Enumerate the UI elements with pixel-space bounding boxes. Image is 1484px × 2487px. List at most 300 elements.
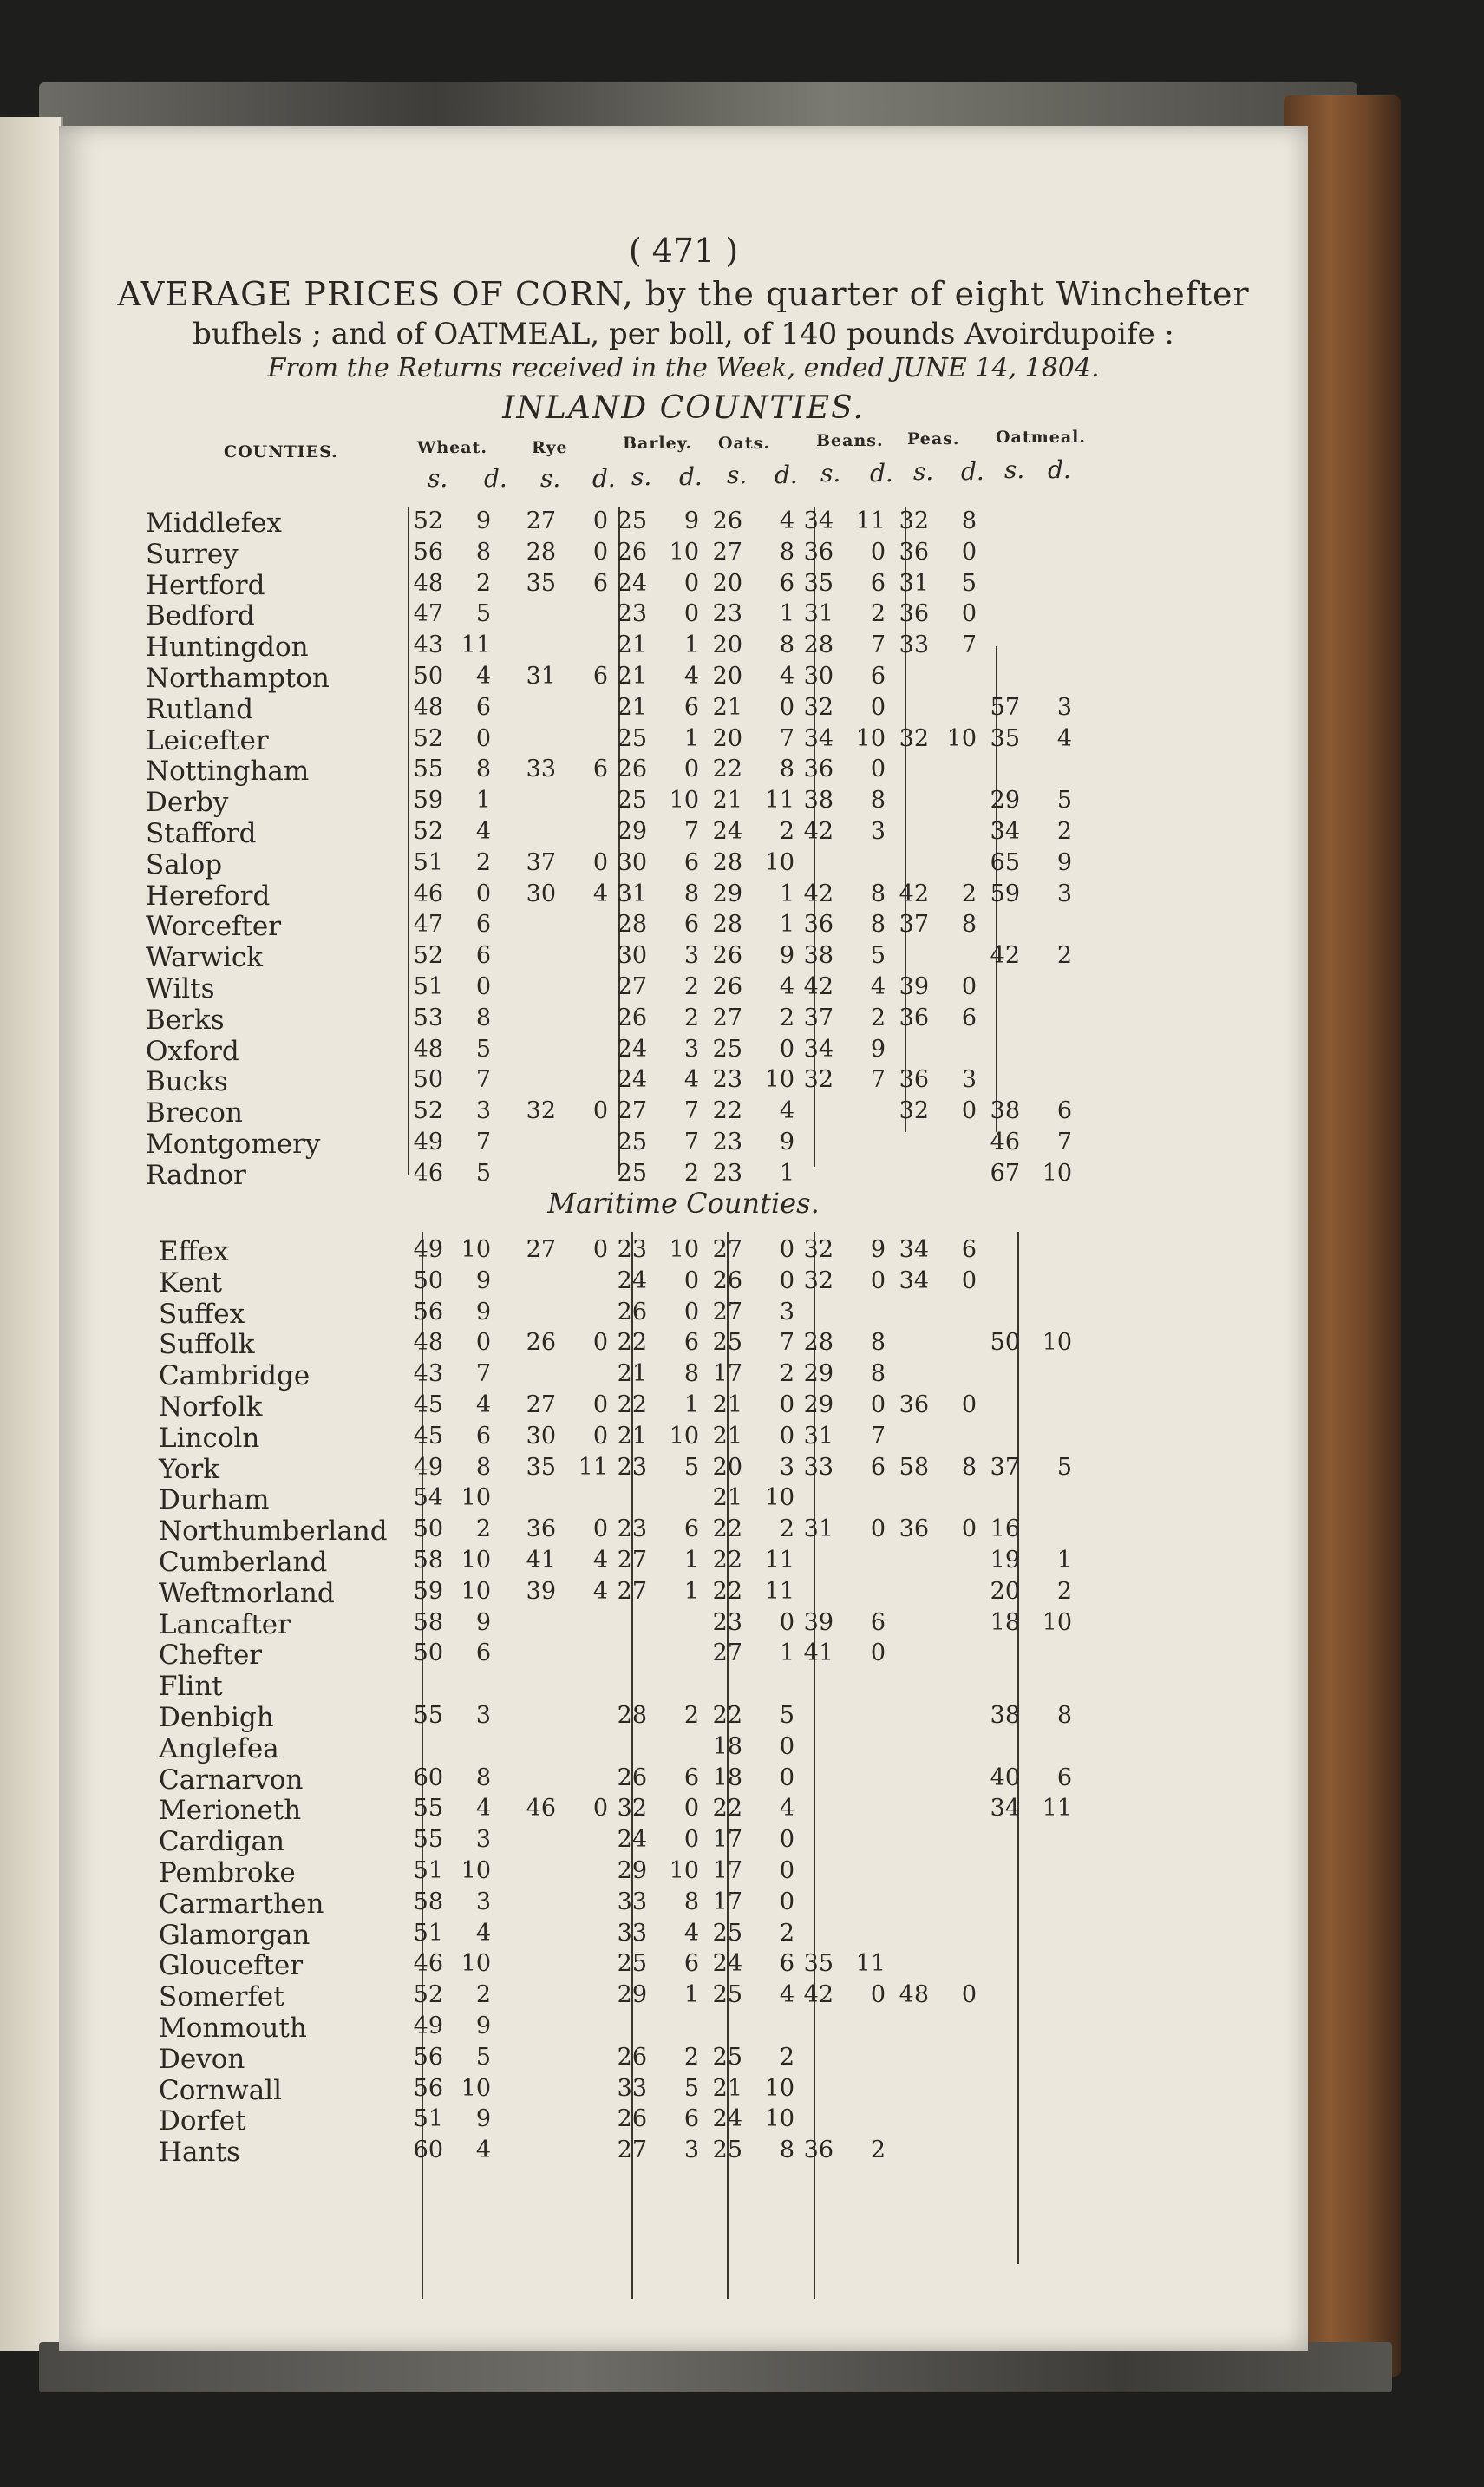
table-row <box>59 1609 1308 1640</box>
cell-oats-d: 10 <box>764 848 794 876</box>
price-table <box>59 126 1308 2351</box>
cell-oats-d: 8 <box>779 538 794 566</box>
cell-barley-s: 27 <box>617 1097 647 1125</box>
table-row <box>59 1484 1308 1515</box>
cell-oatmeal-s: 34 <box>990 1795 1020 1823</box>
cell-rye-s: 35 <box>526 569 556 597</box>
cell-oats-d: 6 <box>779 1950 794 1978</box>
cell-barley-s: 21 <box>617 693 647 721</box>
cell-beans-d: 7 <box>870 632 886 659</box>
cell-beans-s: 35 <box>803 1950 834 1978</box>
cell-wheat-d: 6 <box>475 942 491 970</box>
cell-barley-d: 1 <box>683 1547 699 1574</box>
cell-peas-d: 0 <box>961 600 977 628</box>
cell-barley-d: 7 <box>683 818 699 845</box>
cell-barley-s: 24 <box>617 569 647 597</box>
cell-rye-s: 27 <box>526 1236 556 1263</box>
county-name: Montgomery <box>146 1129 321 1160</box>
unit-oatmeal-d: d. <box>1048 455 1071 484</box>
cell-wheat-d: 3 <box>475 1097 491 1125</box>
cell-barley-s: 29 <box>617 818 647 845</box>
cell-oats-s: 26 <box>712 507 742 534</box>
cell-oats-s: 28 <box>712 911 742 939</box>
cell-wheat-d: 9 <box>475 507 491 534</box>
cell-beans-d: 0 <box>870 1266 886 1294</box>
table-row <box>59 2137 1308 2168</box>
cell-wheat-s: 53 <box>413 1004 443 1031</box>
cell-oatmeal-d: 8 <box>1056 1702 1072 1729</box>
unit-peas-d: d. <box>961 457 984 486</box>
cell-barley-s: 23 <box>617 1453 647 1481</box>
cell-peas-s: 37 <box>899 911 929 939</box>
cell-oats-d: 10 <box>764 1484 794 1512</box>
county-name: Brecon <box>146 1097 243 1129</box>
cell-rye-d: 0 <box>592 1391 608 1418</box>
cell-peas-s: 42 <box>899 880 929 907</box>
cell-wheat-s: 55 <box>413 1702 443 1729</box>
cell-barley-d: 3 <box>683 1035 699 1063</box>
cell-barley-d: 5 <box>683 2074 699 2102</box>
unit-rye-s: s. <box>540 464 561 493</box>
cell-rye-s: 46 <box>526 1795 556 1823</box>
cell-oatmeal-s: 40 <box>990 1764 1020 1791</box>
cell-oats-d: 2 <box>779 2043 794 2071</box>
cell-wheat-d: 6 <box>475 1639 491 1667</box>
cell-barley-s: 25 <box>617 507 647 534</box>
county-name: Suffolk <box>159 1329 255 1361</box>
cell-wheat-d: 8 <box>475 756 491 783</box>
county-name: Hants <box>159 2137 240 2169</box>
cell-wheat-s: 54 <box>413 1484 443 1512</box>
table-row <box>59 973 1308 1005</box>
cell-beans-s: 42 <box>803 1981 834 2009</box>
cell-barley-d: 1 <box>683 1391 699 1418</box>
cell-barley-s: 25 <box>617 1159 647 1187</box>
cell-barley-d: 0 <box>683 1298 699 1325</box>
county-name: Dorfet <box>159 2105 246 2137</box>
table-row <box>59 2044 1308 2075</box>
county-name: Cumberland <box>159 1547 328 1578</box>
cell-peas-s: 36 <box>899 1391 929 1418</box>
cell-barley-d: 4 <box>683 663 699 690</box>
cell-barley-s: 27 <box>617 973 647 1000</box>
cell-wheat-s: 56 <box>413 1298 443 1325</box>
cell-oatmeal-s: 46 <box>990 1129 1020 1155</box>
table-row <box>59 600 1308 632</box>
cell-oats-d: 2 <box>779 1004 794 1031</box>
cell-wheat-s: 46 <box>413 1159 443 1187</box>
cell-beans-s: 32 <box>803 1236 834 1263</box>
table-row <box>59 880 1308 912</box>
county-name: Denbigh <box>159 1702 274 1733</box>
cell-oats-s: 18 <box>712 1732 742 1760</box>
cell-barley-s: 27 <box>617 1577 647 1605</box>
cell-oatmeal-s: 19 <box>990 1547 1020 1574</box>
cell-rye-d: 0 <box>592 1329 608 1357</box>
county-name: Hertford <box>146 569 265 601</box>
cell-beans-d: 2 <box>870 600 886 628</box>
cell-wheat-s: 49 <box>413 2013 443 2039</box>
cell-oats-s: 26 <box>712 942 742 970</box>
header-wheat: Wheat. <box>417 438 487 457</box>
cell-peas-d: 8 <box>961 911 977 939</box>
county-name: Weftmorland <box>159 1577 335 1609</box>
table-row <box>59 787 1308 818</box>
table-row <box>59 1391 1308 1423</box>
cell-wheat-d: 10 <box>461 1484 491 1512</box>
cell-wheat-s: 51 <box>413 1857 443 1884</box>
cell-barley-s: 33 <box>617 1919 647 1947</box>
cell-barley-d: 7 <box>683 1097 699 1125</box>
cell-wheat-d: 4 <box>475 1391 491 1418</box>
cell-oatmeal-s: 29 <box>990 787 1020 815</box>
cell-beans-d: 2 <box>870 2137 886 2164</box>
table-row <box>59 1097 1308 1129</box>
cell-wheat-d: 8 <box>475 1764 491 1791</box>
cell-oatmeal-d: 2 <box>1056 818 1072 845</box>
cell-peas-s: 36 <box>899 600 929 628</box>
cell-wheat-d: 5 <box>475 600 491 628</box>
cell-oatmeal-d: 2 <box>1056 1577 1072 1605</box>
cell-peas-d: 2 <box>961 880 977 907</box>
county-name: Leicefter <box>146 724 269 756</box>
header-beans: Beans. <box>816 431 884 450</box>
county-name: Lancafter <box>159 1608 291 1640</box>
cell-oats-d: 2 <box>779 1515 794 1543</box>
cell-wheat-s: 55 <box>413 1795 443 1823</box>
county-name: Northampton <box>146 663 330 694</box>
cell-oatmeal-s: 42 <box>990 942 1020 970</box>
cell-wheat-s: 58 <box>413 1608 443 1636</box>
cell-beans-s: 42 <box>803 973 834 1000</box>
cell-wheat-d: 10 <box>461 1577 491 1605</box>
cell-oats-d: 4 <box>779 1097 794 1125</box>
cell-barley-s: 21 <box>617 1422 647 1450</box>
cell-oatmeal-s: 20 <box>990 1577 1020 1605</box>
unit-wheat-s: s. <box>428 464 448 493</box>
cell-oatmeal-d: 10 <box>1042 1159 1072 1187</box>
county-name: Bucks <box>146 1066 228 1098</box>
cell-wheat-d: 9 <box>475 1298 491 1325</box>
cell-oats-s: 17 <box>712 1888 742 1915</box>
table-row <box>59 1329 1308 1360</box>
cell-peas-d: 3 <box>961 1066 977 1094</box>
cell-oats-s: 25 <box>712 1981 742 2009</box>
cell-oats-s: 22 <box>712 1702 742 1729</box>
cell-oats-s: 25 <box>712 1919 742 1947</box>
cell-rye-s: 26 <box>526 1329 556 1357</box>
cell-oats-s: 21 <box>712 1391 742 1418</box>
cell-beans-d: 0 <box>870 693 886 721</box>
cell-beans-d: 8 <box>870 911 886 939</box>
table-row <box>59 2105 1308 2137</box>
county-name: Wilts <box>146 973 215 1005</box>
page-subtitle: bufhels ; and of OATMEAL, per boll, of 140 pounds Avoirdupoife : <box>193 317 1174 351</box>
cell-oats-d: 0 <box>779 1764 794 1791</box>
cell-rye-d: 6 <box>592 569 608 597</box>
cell-barley-d: 2 <box>683 973 699 1000</box>
cell-barley-d: 0 <box>683 1266 699 1294</box>
cell-barley-s: 26 <box>617 756 647 783</box>
header-peas: Peas. <box>907 429 960 448</box>
cell-peas-d: 10 <box>946 724 977 752</box>
cell-wheat-s: 56 <box>413 2074 443 2102</box>
table-row <box>59 1066 1308 1097</box>
cell-wheat-s: 51 <box>413 848 443 876</box>
cell-peas-s: 48 <box>899 1981 929 2009</box>
cell-wheat-d: 9 <box>475 2013 491 2039</box>
cell-wheat-s: 46 <box>413 880 443 907</box>
cell-oatmeal-d: 3 <box>1056 693 1072 721</box>
cell-barley-d: 6 <box>683 848 699 876</box>
cell-beans-s: 38 <box>803 787 834 815</box>
cell-barley-s: 25 <box>617 1950 647 1978</box>
cell-peas-d: 0 <box>961 1515 977 1543</box>
table-row <box>59 1299 1308 1330</box>
cell-beans-s: 36 <box>803 538 834 566</box>
cell-wheat-d: 0 <box>475 880 491 907</box>
cell-barley-s: 27 <box>617 2137 647 2164</box>
table-row <box>59 1981 1308 2013</box>
table-row <box>59 1547 1308 1578</box>
unit-beans-s: s. <box>820 459 841 488</box>
table-row <box>59 1950 1308 1981</box>
cell-oats-d: 3 <box>779 1298 794 1325</box>
cell-oats-d: 3 <box>779 1453 794 1481</box>
cell-barley-d: 6 <box>683 1329 699 1357</box>
cell-rye-s: 37 <box>526 848 556 876</box>
cell-peas-d: 0 <box>961 1981 977 2009</box>
table-row <box>59 942 1308 973</box>
table-row <box>59 849 1308 880</box>
cell-beans-d: 8 <box>870 880 886 907</box>
cell-barley-d: 0 <box>683 1795 699 1823</box>
cell-barley-s: 29 <box>617 1981 647 2009</box>
cell-oats-d: 0 <box>779 1732 794 1760</box>
cell-beans-d: 7 <box>870 1066 886 1094</box>
table-row <box>59 632 1308 663</box>
cell-wheat-s: 46 <box>413 1950 443 1978</box>
cell-wheat-s: 51 <box>413 1919 443 1947</box>
cell-oats-d: 7 <box>779 1329 794 1357</box>
cell-oats-s: 22 <box>712 1577 742 1605</box>
cell-barley-d: 0 <box>683 600 699 628</box>
cell-wheat-d: 2 <box>475 1981 491 2009</box>
table-row <box>59 1515 1308 1547</box>
cell-peas-s: 36 <box>899 538 929 566</box>
cell-barley-d: 10 <box>669 538 699 566</box>
county-name: Surrey <box>146 538 239 570</box>
cell-oats-d: 4 <box>779 663 794 690</box>
cell-barley-s: 21 <box>617 632 647 659</box>
cell-beans-d: 0 <box>870 1515 886 1543</box>
cell-rye-s: 36 <box>526 1515 556 1543</box>
cell-oatmeal-d: 4 <box>1056 724 1072 752</box>
table-row <box>59 1129 1308 1160</box>
table-row <box>59 1795 1308 1826</box>
header-oatmeal: Oatmeal. <box>996 428 1086 447</box>
cell-wheat-d: 3 <box>475 1702 491 1729</box>
cell-oats-s: 20 <box>712 632 742 659</box>
table-row <box>59 1671 1308 1702</box>
county-name: Suffex <box>159 1298 245 1330</box>
cell-wheat-s: 45 <box>413 1422 443 1450</box>
cell-wheat-d: 7 <box>475 1066 491 1094</box>
county-name: Stafford <box>146 818 257 849</box>
cell-beans-s: 39 <box>803 1608 834 1636</box>
county-name: Pembroke <box>159 1857 296 1888</box>
cell-beans-d: 9 <box>870 1035 886 1063</box>
county-name: Rutland <box>146 693 253 725</box>
table-row <box>59 1920 1308 1951</box>
cell-oats-d: 1 <box>779 880 794 907</box>
cell-barley-d: 4 <box>683 1066 699 1094</box>
cell-beans-d: 8 <box>870 1360 886 1388</box>
county-name: Carnarvon <box>159 1764 304 1796</box>
cell-oatmeal-d: 10 <box>1042 1608 1072 1636</box>
cell-barley-s: 26 <box>617 2105 647 2133</box>
cell-barley-d: 3 <box>683 942 699 970</box>
cell-oats-d: 5 <box>779 1702 794 1729</box>
county-name: Derby <box>146 787 229 819</box>
table-row <box>59 694 1308 725</box>
cell-beans-s: 28 <box>803 1329 834 1357</box>
cell-rye-d: 0 <box>592 1422 608 1450</box>
cell-beans-d: 6 <box>870 569 886 597</box>
cell-wheat-s: 48 <box>413 693 443 721</box>
cell-rye-d: 4 <box>592 1577 608 1605</box>
county-name: Flint <box>159 1671 223 1703</box>
cell-oats-d: 10 <box>764 1066 794 1094</box>
cell-barley-d: 2 <box>683 1004 699 1031</box>
cell-barley-s: 26 <box>617 1004 647 1031</box>
cell-barley-s: 26 <box>617 538 647 566</box>
cell-rye-d: 0 <box>592 507 608 534</box>
cell-beans-d: 6 <box>870 1453 886 1481</box>
cell-wheat-d: 6 <box>475 1422 491 1450</box>
cell-barley-d: 6 <box>683 693 699 721</box>
cell-oats-s: 23 <box>712 1129 742 1155</box>
cell-oatmeal-s: 34 <box>990 818 1020 845</box>
cell-oats-s: 25 <box>712 1035 742 1063</box>
cell-barley-s: 27 <box>617 1547 647 1574</box>
cell-peas-s: 36 <box>899 1066 929 1094</box>
cell-barley-s: 30 <box>617 942 647 970</box>
table-row <box>59 1639 1308 1671</box>
cell-beans-d: 11 <box>855 507 886 534</box>
cell-rye-d: 0 <box>592 1236 608 1263</box>
cell-wheat-d: 3 <box>475 1888 491 1915</box>
cell-beans-s: 34 <box>803 1035 834 1063</box>
cell-peas-d: 0 <box>961 1391 977 1418</box>
cell-beans-d: 0 <box>870 756 886 783</box>
cell-wheat-d: 7 <box>475 1129 491 1155</box>
cell-beans-d: 0 <box>870 1981 886 2009</box>
cell-beans-s: 32 <box>803 693 834 721</box>
county-name: Merioneth <box>159 1795 302 1827</box>
cell-barley-s: 21 <box>617 1360 647 1388</box>
cell-wheat-s: 50 <box>413 663 443 690</box>
cell-wheat-s: 52 <box>413 507 443 534</box>
left-page-edge <box>0 117 63 2351</box>
cell-barley-d: 10 <box>669 1236 699 1263</box>
cell-oats-s: 23 <box>712 1066 742 1094</box>
cell-wheat-s: 56 <box>413 2043 443 2071</box>
header-rye: Rye <box>532 438 568 457</box>
county-name: York <box>159 1453 220 1485</box>
cell-beans-s: 30 <box>803 663 834 690</box>
cell-wheat-d: 0 <box>475 724 491 752</box>
cell-peas-d: 8 <box>961 1453 977 1481</box>
cell-barley-s: 29 <box>617 1857 647 1884</box>
county-name: Bedford <box>146 600 255 632</box>
cell-wheat-s: 52 <box>413 1981 443 2009</box>
cell-wheat-d: 9 <box>475 2105 491 2133</box>
cell-barley-s: 31 <box>617 880 647 907</box>
cell-oats-d: 7 <box>779 724 794 752</box>
cell-wheat-s: 59 <box>413 1577 443 1605</box>
table-row <box>59 2013 1308 2044</box>
cell-beans-s: 36 <box>803 2137 834 2164</box>
cell-barley-s: 33 <box>617 1888 647 1915</box>
cell-oats-d: 4 <box>779 1795 794 1823</box>
cell-oats-s: 24 <box>712 1950 742 1978</box>
cell-oats-s: 24 <box>712 2105 742 2133</box>
unit-oats-d: d. <box>775 461 798 489</box>
cell-oats-d: 0 <box>779 1826 794 1854</box>
cell-barley-d: 3 <box>683 2137 699 2164</box>
cell-oatmeal-s: 37 <box>990 1453 1020 1481</box>
table-row <box>59 1733 1308 1764</box>
cell-oats-d: 10 <box>764 2105 794 2133</box>
cell-barley-s: 33 <box>617 2074 647 2102</box>
cell-rye-s: 27 <box>526 507 556 534</box>
table-row <box>59 1888 1308 1920</box>
cell-barley-d: 4 <box>683 1919 699 1947</box>
cell-barley-s: 24 <box>617 1826 647 1854</box>
cell-oatmeal-d: 5 <box>1056 1453 1072 1481</box>
cell-rye-d: 0 <box>592 1795 608 1823</box>
county-name: Cambridge <box>159 1360 311 1392</box>
county-name: Anglefea <box>159 1732 279 1764</box>
cell-oats-d: 10 <box>764 2074 794 2102</box>
cell-barley-d: 6 <box>683 1950 699 1978</box>
page-source: From the Returns received in the Week, ended JUNE 14, 1804. <box>267 353 1100 383</box>
cell-rye-d: 6 <box>592 756 608 783</box>
cell-oats-d: 0 <box>779 1608 794 1636</box>
cell-barley-s: 25 <box>617 724 647 752</box>
cell-oats-s: 25 <box>712 2137 742 2164</box>
cell-peas-d: 0 <box>961 538 977 566</box>
table-row <box>59 1857 1308 1888</box>
section-heading-maritime: Maritime Counties. <box>547 1187 820 1220</box>
cell-beans-s: 28 <box>803 632 834 659</box>
cell-peas-s: 32 <box>899 507 929 534</box>
cell-beans-d: 11 <box>855 1950 886 1978</box>
cell-barley-s: 22 <box>617 1329 647 1357</box>
cell-oatmeal-s: 67 <box>990 1159 1020 1187</box>
cell-beans-s: 38 <box>803 942 834 970</box>
cell-wheat-s: 49 <box>413 1236 443 1263</box>
table-row <box>59 725 1308 756</box>
cell-barley-d: 6 <box>683 911 699 939</box>
section-heading-inland: INLAND COUNTIES. <box>502 390 865 426</box>
cell-rye-s: 39 <box>526 1577 556 1605</box>
cell-oats-s: 27 <box>712 1004 742 1031</box>
cell-rye-s: 28 <box>526 538 556 566</box>
cell-rye-s: 27 <box>526 1391 556 1418</box>
county-name: Salop <box>146 848 223 880</box>
